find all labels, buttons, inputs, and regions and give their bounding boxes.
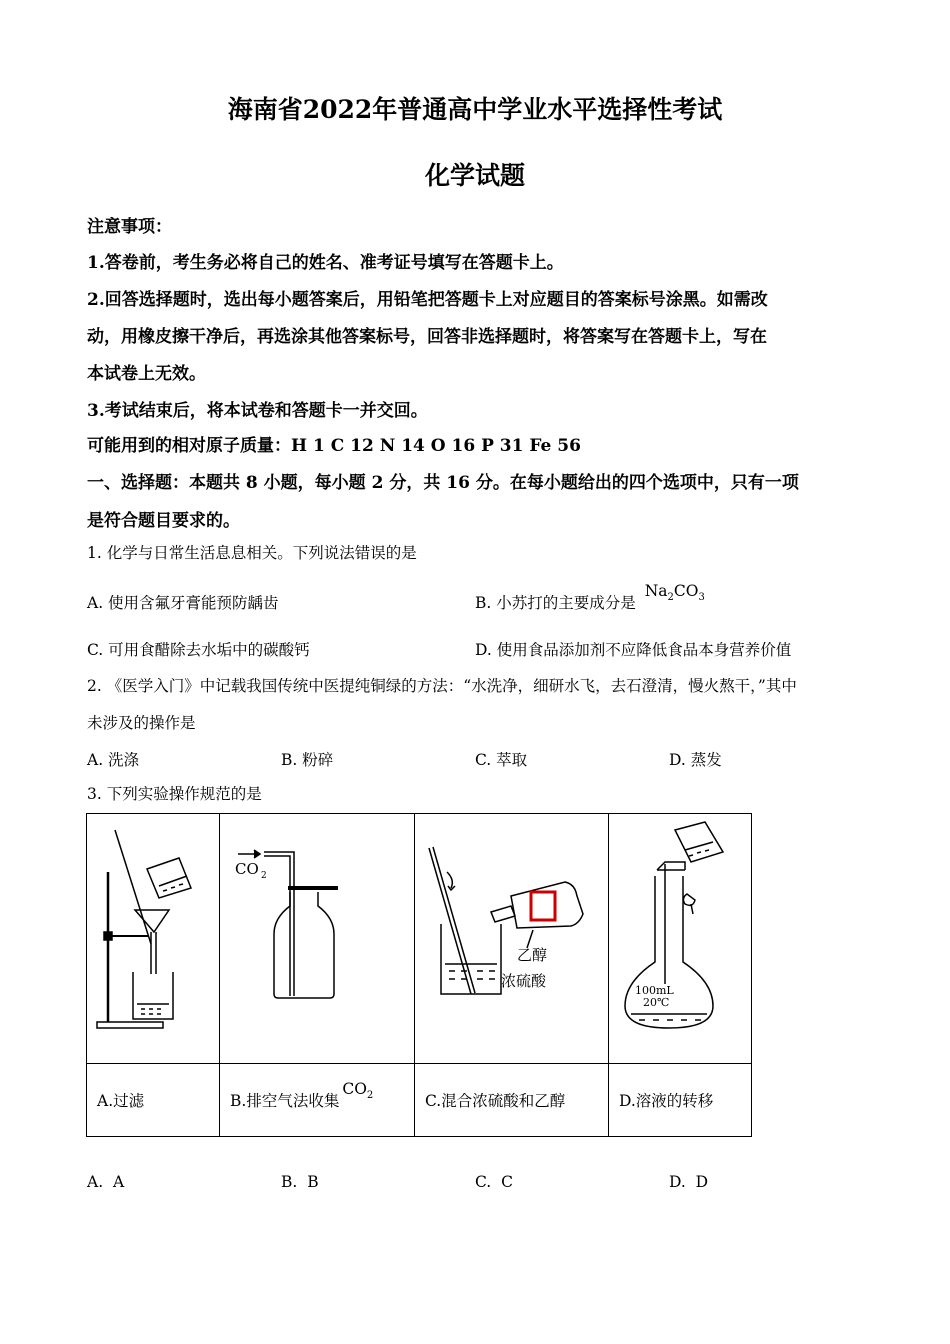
filtration-apparatus-icon [87, 814, 219, 1059]
q3-option-c-value: C [501, 1173, 513, 1191]
q2-stem-cont: 未涉及的操作是 [87, 714, 196, 732]
section-heading-cont: 是符合题目要求的。 [87, 511, 240, 531]
experiment-table [86, 813, 752, 1137]
q3-option-a-key: A. [87, 1173, 104, 1191]
exam-subtitle: 化学试题 [424, 161, 525, 190]
q3-option-c [475, 1173, 513, 1191]
figure-gas-collection [220, 814, 415, 1064]
gas-bottle-icon [220, 814, 414, 1059]
q1-option-b-text: B. 小苏打的主要成分是 [475, 594, 636, 612]
q3-option-b-value: B [307, 1173, 319, 1191]
co2-label-sub: 2 [261, 871, 267, 881]
sodium-carbonate-formula [644, 582, 705, 603]
notice-item-2: 2.回答选择题时，选出每小题答案后，用铅笔把答题卡上对应题目的答案标号涂黑。如需改 [87, 290, 768, 310]
figure-solution-transfer [609, 814, 752, 1064]
caption-c [415, 1064, 609, 1137]
figure-filtration [87, 814, 220, 1064]
caption-a-text: A.过滤 [97, 1092, 145, 1110]
notice-item-3: 3.考试结束后，将本试卷和答题卡一并交回。 [87, 401, 428, 421]
atomic-masses: 可能用到的相对原子质量：H 1 C 12 N 14 O 16 P 31 Fe 56 [87, 436, 581, 456]
q1-option-c: C. 可用食醋除去水垢中的碳酸钙 [87, 641, 310, 659]
caption-b-text: B.排空气法收集 [230, 1092, 340, 1110]
q3-option-d-key: D. [669, 1173, 686, 1191]
formula-co: CO [673, 582, 699, 600]
formula-na: Na [644, 582, 668, 600]
q2-stem: 2. 《医学入门》中记载我国传统中医提纯铜绿的方法：“水洗净，细研水飞，去石澄清，慢火熬干，”其中 [87, 677, 797, 695]
q1-stem: 1. 化学与日常生活息息相关。下列说法错误的是 [87, 544, 417, 562]
caption-d-text: D.溶液的转移 [619, 1092, 714, 1110]
q3-option-c-key: C. [475, 1173, 492, 1191]
ethanol-label: 乙醇 [517, 946, 548, 964]
notice-item-2-cont: 动，用橡皮擦干净后，再选涂其他答案标号，回答非选择题时，将答案写在答题卡上，写在 [87, 327, 767, 347]
q1-option-a: A. 使用含氟牙膏能预防龋齿 [87, 594, 279, 612]
caption-a [87, 1064, 220, 1137]
notice-item-2-end: 本试卷上无效。 [87, 364, 206, 384]
caption-b-formula [342, 1080, 374, 1101]
flask-volume-label: 100mL [635, 984, 674, 997]
q2-option-c: C. 萃取 [475, 751, 528, 769]
q3-option-b-key: B. [281, 1173, 298, 1191]
notice-item-1: 1.答卷前，考生务必将自己的姓名、准考证号填写在答题卡上。 [87, 253, 564, 273]
q3-option-b [281, 1173, 319, 1191]
figure-acid-mixing [415, 814, 609, 1064]
q2-option-a: A. 洗涤 [87, 751, 140, 769]
q2-option-b: B. 粉碎 [281, 751, 334, 769]
sulfuric-acid-label: 浓硫酸 [501, 972, 547, 990]
caption-b-co: CO [342, 1080, 367, 1098]
co2-label: CO [235, 860, 259, 878]
notice-heading: 注意事项： [87, 217, 172, 237]
caption-d [609, 1064, 752, 1137]
q3-option-a-value: A [112, 1173, 125, 1191]
caption-c-text: C.混合浓硫酸和乙醇 [425, 1092, 566, 1110]
q2-option-d: D. 蒸发 [669, 751, 722, 769]
volumetric-flask-icon [609, 814, 751, 1059]
q3-stem: 3. 下列实验操作规范的是 [87, 785, 262, 803]
formula-co-sub: 3 [698, 592, 705, 603]
formula-na-sub: 2 [667, 592, 674, 603]
caption-b [220, 1064, 415, 1137]
section-heading: 一、选择题：本题共 8 小题，每小题 2 分，共 16 分。在每小题给出的四个选项中，只有一项 [87, 473, 799, 493]
flask-temp-label: 20℃ [643, 996, 670, 1009]
q3-option-d [669, 1173, 708, 1191]
q1-option-d: D. 使用食品添加剂不应降低食品本身营养价值 [475, 641, 792, 659]
beaker-pouring-icon [415, 814, 608, 1059]
caption-b-co-sub: 2 [366, 1090, 374, 1101]
q3-option-a [87, 1173, 124, 1191]
q3-option-d-value: D [695, 1173, 709, 1191]
q1-option-b [475, 582, 705, 613]
exam-title: 海南省2022年普通高中学业水平选择性考试 [227, 95, 723, 124]
